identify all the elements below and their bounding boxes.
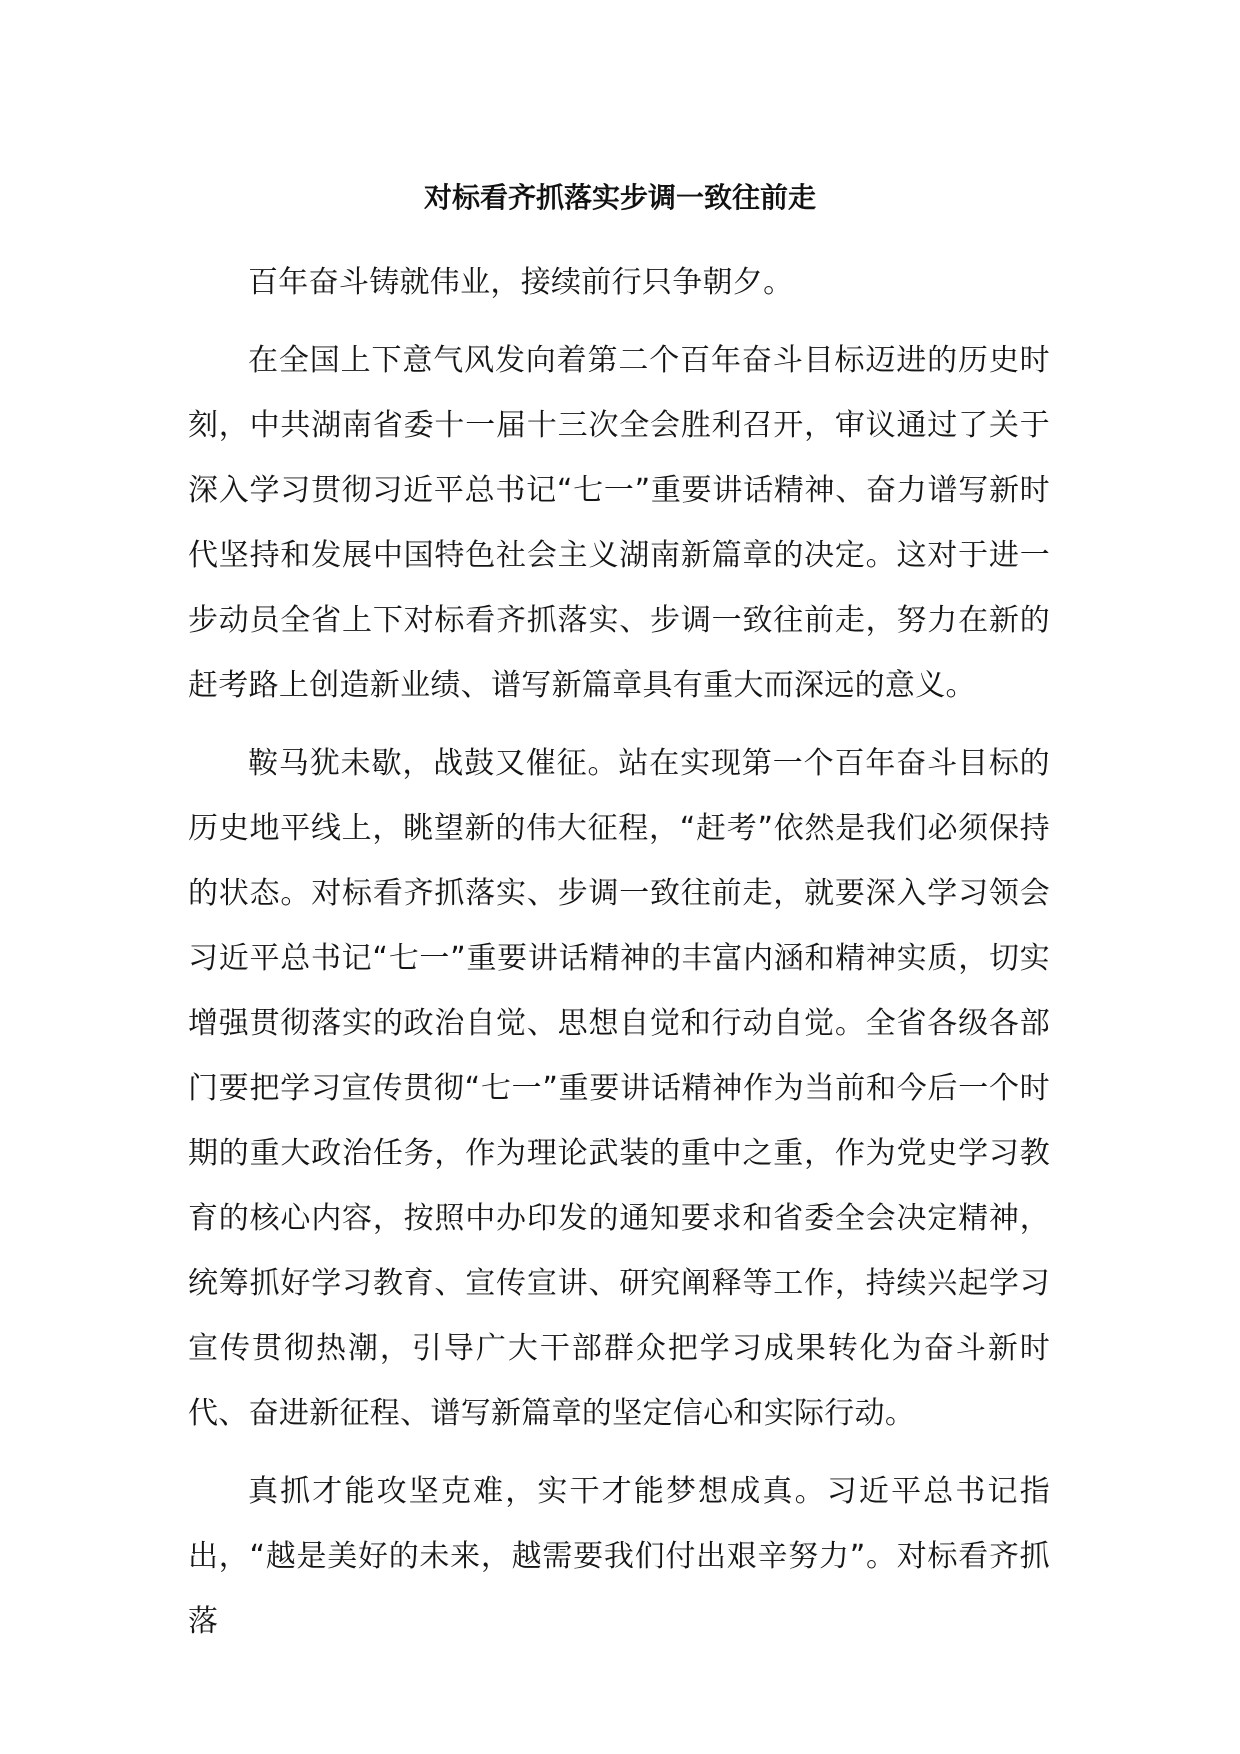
paragraph-4: 真抓才能攻坚克难，实干才能梦想成真。习近平总书记指出，“越是美好的未来，越需要我们付出艰辛努力”。对标看齐抓落 bbox=[188, 1474, 1050, 1639]
document-title: 对标看齐抓落实步调一致往前走 bbox=[423, 181, 816, 214]
paragraph-3: 鞍马犹未歇，战鼓又催征。站在实现第一个百年奋斗目标的历史地平线上，眺望新的伟大征程，“赶考”依然是我们必须保持的状态。对标看齐抓落实、步调一致往前走，就要深入学习领会习近平总书记“七一”重要讲话精神的丰富内涵和精神实质，切实增强贯彻落实的政治自觉、思想自觉和行动自觉。全省各级各部门要把学习宣传贯彻“七一”重要讲话精神作为当前和今后一个时期的重大政治任务，作为理论武装的重中之重，作为党史学习教育的核心内容，按照中办印发的通知要求和省委全会决定精神，统筹抓好学习教育、宣传宣讲、研究阐释等工作，持续兴起学习宣传贯彻热潮，引导广大干部群众把学习成果转化为奋斗新时代、奋进新征程、谱写新篇章的坚定信心和实际行动。 bbox=[188, 746, 1050, 1431]
paragraph-1: 百年奋斗铸就伟业，接续前行只争朝夕。 bbox=[248, 265, 794, 300]
paragraph-2: 在全国上下意气风发向着第二个百年奋斗目标迈进的历史时刻，中共湖南省委十一届十三次全会胜利召开，审议通过了关于深入学习贯彻习近平总书记“七一”重要讲话精神、奋力谱写新时代坚持和发展中国特色社会主义湖南新篇章的决定。这对于进一步动员全省上下对标看齐抓落实、步调一致往前走，努力在新的赶考路上创造新业绩、谱写新篇章具有重大而深远的意义。 bbox=[188, 343, 1050, 703]
document-body bbox=[188, 250, 1050, 1667]
